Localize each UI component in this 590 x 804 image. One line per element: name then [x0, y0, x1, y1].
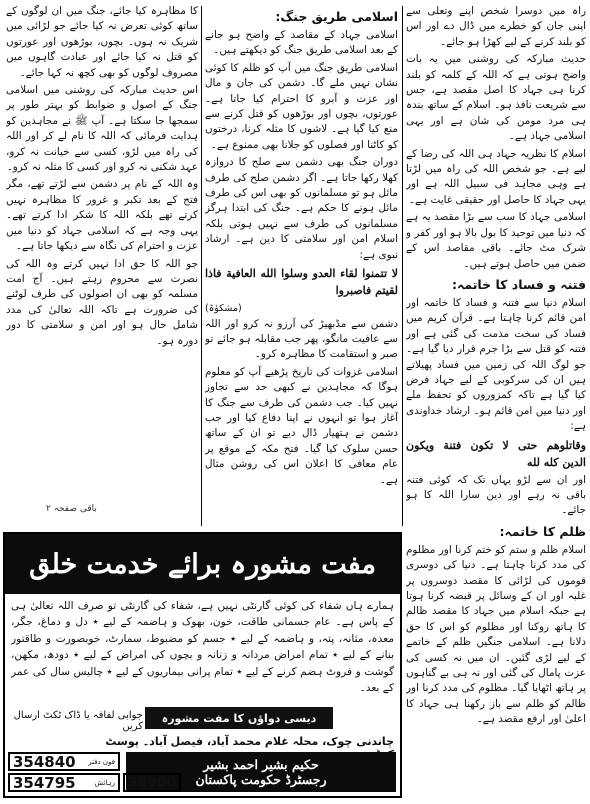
ad-name-line: حکیم بشیر احمد بشیر	[203, 757, 319, 772]
ad-address: چاندنی چوک، محلہ غلام محمد آباد، فیصل آباد۔ پوسٹ	[105, 735, 394, 748]
arabic-verse: وقاتلوهم حتى لا تكون فتنة ويكون الدين كله لله	[406, 438, 586, 469]
paragraph: وہ اللہ کے نام پر دشمن سے لڑتے تھے، مگر فتح کے بعد تکبر و غرور کا مظاہرہ نہیں کرتے تھے بلکہ اللہ کا شکر ادا کرتے تھے۔ یہی وجہ ہے کہ اسلامی جہاد کو دنیا میں عزت و احترام کی نگاہ سے دیکھا جاتا ہے۔	[6, 178, 198, 253]
ad-name-line: رجسٹرڈ حکومت پاکستان	[195, 772, 327, 787]
ad-free-consult-tag: دیسی دواؤں کا مفت مشورہ	[145, 707, 333, 729]
paragraph: راہ میں دوسرا شخص اپنے وتعلی سے اپنی جان کو خطرے میں ڈال دے اور اس کو بلند کرنے کے لیے کھڑا ہو جائے۔	[406, 5, 586, 48]
paragraph: حدیث مبارکہ کی روشنی میں یہ بات واضح ہوتی ہے کہ اللہ کے کلمہ کو بلند کرنا ہی جہاد کا اصل مقصد ہے، جس سے شریعت نافذ ہو۔ اسلام کے ساتھ بندہ ہی مرد مومن کی شان ہے اور یہی اسلامی جہاد ہے۔	[406, 53, 586, 143]
paragraph: اسلامی جہاد کا سب سے بڑا مقصد یہ ہے کہ دنیا میں توحید کا بول بالا ہو اور کفر و شرک مٹ جائے۔ باقی مقاصد اس کے ضمن میں حاصل ہوتے ہیں۔	[406, 211, 586, 270]
article-column-middle	[205, 4, 398, 528]
ad-banner-title: مفت مشورہ برائے خدمت خلق	[5, 534, 400, 594]
section-heading-fitna: فتنہ و فساد کا خاتمہ:	[452, 276, 586, 292]
paragraph: دشمن سے مڈبھیڑ کی آرزو نہ کرو اور اللہ سے عافیت مانگو، پھر جب مقابلہ ہو جائے تو صبر و استقامت کا مظاہرہ کرو۔	[205, 317, 398, 361]
phone-label: رہائش	[94, 778, 115, 787]
paragraph: کا مظاہرہ کیا جائے، جنگ میں ان لوگوں کے ساتھ کوئی تعرض نہ کیا جائے جو لڑائی میں شریک نہ ہوں۔ بچوں، بوڑھوں اور عورتوں کو قتل نہ کیا جائے اور عبادت گاہوں میں مصروف لوگوں کو بھی کچھ نہ کہا جائے۔	[6, 5, 198, 79]
column-divider	[402, 6, 403, 526]
article-column-right	[406, 4, 586, 800]
ad-phone-office	[8, 752, 120, 771]
paragraph: اسلام کا نظریہ جہاد ہی اللہ کی رضا کے لیے ہے۔ جو شخص اللہ کی راہ میں لڑتا ہے وہی مجاہد فی سبیل اللہ ہے اور یہی جہاد کا حاصل اور حقیقی غایت ہے۔	[406, 147, 586, 206]
hadith-reference: (مشکوٰۃ)	[205, 303, 242, 315]
column-divider	[201, 6, 202, 526]
paragraph: اور ان سے لڑو یہاں تک کہ کوئی فتنہ باقی نہ رہے اور دین سارا اللہ کا ہو جائے۔	[406, 473, 586, 517]
ad-footer	[5, 752, 400, 796]
ad-body-text: ہمارے ہاں شفاء کی کوئی گارنٹی نہیں ہے، شفاء کی گارنٹی تو صرف اللہ تعالیٰ ہی کے پاس ہے۔ عام جسمانی طاقت، خون، بھوک و ہاضمہ کے لیے ٭ دل و دماغ، جگر، معدہ، مثانہ، پتہ، و ہاضمہ کے لیے ٭ جسم کو مضبوط، سمارٹ، خوبصورت و طاقتور بنانے کے لیے ٭ تمام امراض مردانہ و زنانہ و بچوں کی امراض کے لیے ٭ دودھ، مکھن، گوشت و فروٹ ہضم کرنے کے لیے ٭ تمام پرانی بیماریوں کے لیے ٭ چالیس سال کی عمر کے بعد۔	[11, 600, 394, 695]
paragraph: جو اللہ کا حق ادا نہیں کرتے وہ اللہ کی نصرت سے محروم رہتے ہیں۔ آج امت مسلمہ کو بھی ان اصولوں کی طرف لوٹنے کی ضرورت ہے تاکہ اللہ تعالیٰ کی مدد شامل حال ہو اور امن و سلامتی کا دور دورہ ہو۔	[6, 257, 198, 347]
paragraph: اسلامی طریق جنگ میں آپ کو ظلم کا کوئی نشان نہیں ملے گا۔ دشمن کی جان و مال اور عزت و آبرو کا احترام کیا جاتا ہے۔ عورتوں، بچوں اور بوڑھوں کو قتل کرنے سے منع کیا گیا ہے۔ لاشوں کا مثلہ کرنا، درختوں کو کاٹنا اور فصلوں کو جلانا بھی ممنوع ہے۔	[205, 61, 398, 151]
section-heading-zulm: ظلم کا خاتمہ:	[499, 523, 586, 539]
paragraph: اسلامی غزوات کی تاریخ پڑھیے آپ کو معلوم ہوگا کہ مجاہدین نے کبھی حد سے تجاوز نہیں کیا۔ جب دشمن کی طرف سے جنگ کا آغاز ہوا تو انہوں نے اپنا دفاع کیا اور جب دشمن نے ہتھیار ڈال دیے تو ان کے ساتھ حسن سلوک کیا گیا۔ فتح مکہ کے موقع پر عام معافی کا اعلان اس کی روشن مثال ہے۔	[205, 365, 398, 486]
section-heading-tareeq-jang: اسلامی طریق جنگ:	[275, 9, 398, 24]
article-column-left	[6, 4, 198, 500]
advertisement-box	[3, 532, 402, 798]
paragraph: اسلام دنیا سے فتنہ و فساد کا خاتمہ اور امن قائم کرنا چاہتا ہے۔ قرآن کریم میں فساد کی سخت مذمت کی گئی ہے اور فتنہ کو قتل سے بڑا جرم قرار دیا گیا ہے۔ جو لوگ اللہ کی زمین میں فساد پھیلاتے ہیں ان کی سرکوبی کے لیے جہاد فرض کیا گیا ہے تاکہ کمزوروں کو تحفظ ملے اور دنیا میں امن قائم ہو۔ ارشاد خداوندی ہے:	[406, 296, 586, 433]
phone-number: 354840	[13, 752, 76, 771]
continued-note: باقی صفحہ ۲	[46, 504, 97, 514]
phone-number: 354795	[13, 773, 76, 792]
phone-label: فون دفتر	[88, 757, 115, 766]
ad-phone-residence	[8, 773, 120, 792]
paragraph: اسلام ظلم و ستم کو ختم کرنا اور مظلوم کی مدد کرنا چاہتا ہے۔ دنیا کی دوسری قوموں کی لڑائی کا مقصد دوسروں پر غلبہ اور ان کے وسائل پر قبضہ کرنا ہوتا ہے جبکہ اسلام میں جہاد کا مقصد ظالم کا ہاتھ روکنا اور مظلوم کو اس کا حق دلانا ہے۔ اسلامی جنگیں ظلم کے خاتمے کے لیے لڑی گئیں۔ ان میں نہ کسی کی عزت پامال کی گئی اور نہ ہی بے گناہوں پر ہاتھ اٹھایا گیا۔ مظلوم کی مدد کرنا اور ظالم کو ظلم سے باز رکھنا ہی جہاد کا اعلیٰ اور ارفع مقصد ہے۔	[406, 543, 586, 726]
paragraph: دوران جنگ بھی دشمن سے صلح کا دروازہ کھلا رکھا جاتا ہے۔ اگر دشمن صلح کی طرف مائل ہو تو مسلمانوں کو بھی اس کی طرف مائل ہونے کا حکم ہے۔ جنگ کی ابتدا ہرگز مسلمانوں کی طرف سے نہیں ہوتی بلکہ اسلام امن اور سلامتی کا دین ہے۔ ارشاد نبوی ہے:	[205, 156, 398, 261]
paragraph: اسلامی جہاد کے مقاصد کے واضح ہو جانے کے بعد اسلامی طریق جنگ کو دیکھتے ہیں۔	[205, 29, 398, 57]
arabic-hadith: لا تتمنوا لقاء العدو وسلوا الله العافية فاذا لقيتم فاصبروا	[205, 267, 398, 298]
ad-postcode: 38900	[123, 773, 181, 792]
ad-reply-note: جوابی لفافہ یا ڈاک ٹکٹ ارسال کریں	[13, 710, 143, 732]
paragraph: اس حدیث مبارکہ کی روشنی میں اسلامی جنگ کے اصول و ضوابط کو بہتر طور پر سمجھا جا سکتا ہے۔ آپ ﷺ نے مجاہدین کو ہدایت فرمائی کہ اللہ کا نام لے کر اور اللہ کی راہ میں لڑو، کسی سے خیانت نہ کرو، عہد شکنی نہ کرو اور کسی کا مثلہ نہ کرو۔	[6, 84, 198, 174]
